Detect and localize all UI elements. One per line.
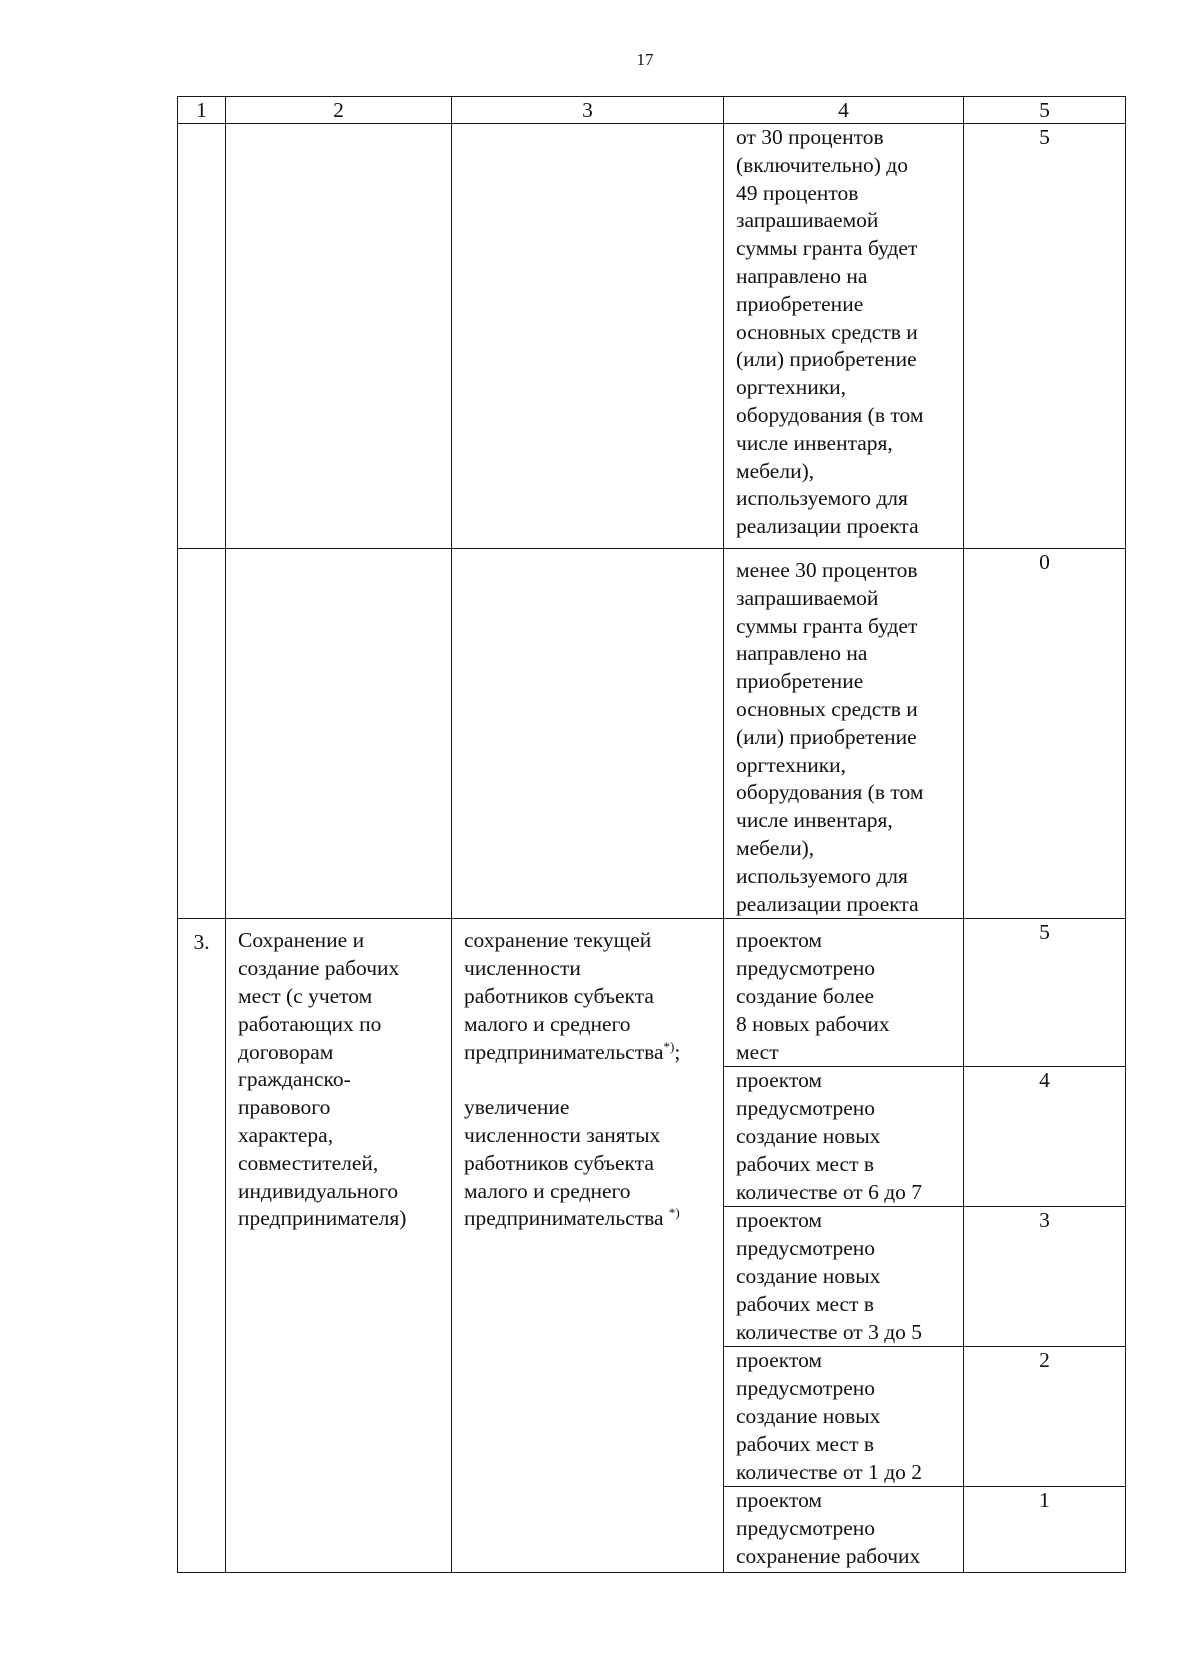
footnote-mark: *) bbox=[668, 1205, 680, 1221]
cell-score: 0 bbox=[964, 549, 1126, 919]
header-row bbox=[178, 97, 1126, 124]
cell-criterion-empty bbox=[226, 124, 452, 549]
footnote-mark: *) bbox=[663, 1038, 675, 1054]
cell-indicator-empty bbox=[452, 124, 724, 549]
cell-criterion-value: от 30 процентов (включительно) до 49 процентов запрашиваемой суммы гранта будет направлено на приобретение основных средств и (или) приобретение оргтехники, оборудования (в том числе инвентаря, мебели), используемого для реализации проекта bbox=[724, 124, 964, 549]
cell-score: 1 bbox=[964, 1487, 1126, 1573]
cell-criterion-value: менее 30 процентов запрашиваемой суммы гранта будет направлено на приобретение основных средств и (или) приобретение оргтехники, оборудования (в том числе инвентаря, мебели), используемого для реализации проекта bbox=[724, 549, 964, 919]
cell-option: проектом предусмотрено создание более 8 новых рабочих мест bbox=[724, 919, 964, 1067]
cell-number-empty bbox=[178, 549, 226, 919]
cell-indicators: сохранение текущей численности работников субъекта малого и среднего предпринимательства*); увеличение численности занятых работников субъекта малого и среднего предпринимательства *) bbox=[452, 919, 724, 1573]
page-number: 17 bbox=[636, 50, 654, 69]
cell-score: 5 bbox=[964, 919, 1126, 1067]
column-header-1: 1 bbox=[178, 97, 226, 124]
cell-option: проектом предусмотрено создание новых рабочих мест в количестве от 1 до 2 bbox=[724, 1347, 964, 1487]
cell-indicator-empty bbox=[452, 549, 724, 919]
cell-score: 3 bbox=[964, 1207, 1126, 1347]
column-header-4: 4 bbox=[724, 97, 964, 124]
table-row-b bbox=[178, 549, 1126, 919]
cell-section-number: 3. bbox=[178, 919, 226, 1573]
cell-criterion: Сохранение и создание рабочих мест (с учетом работающих по договорам гражданско- правового характера, совместителей, индивидуального предпринимателя) bbox=[226, 919, 452, 1573]
cell-option: проектом предусмотрено сохранение рабочих bbox=[724, 1487, 964, 1573]
cell-option: проектом предусмотрено создание новых рабочих мест в количестве от 3 до 5 bbox=[724, 1207, 964, 1347]
cell-score: 2 bbox=[964, 1347, 1126, 1487]
criteria-table bbox=[177, 96, 1126, 1573]
column-header-3: 3 bbox=[452, 97, 724, 124]
column-header-2: 2 bbox=[226, 97, 452, 124]
cell-number-empty bbox=[178, 124, 226, 549]
cell-criterion-empty bbox=[226, 549, 452, 919]
column-header-5: 5 bbox=[964, 97, 1126, 124]
table-row-a bbox=[178, 124, 1126, 549]
table-header bbox=[178, 97, 1126, 124]
table-row-section3-option1 bbox=[178, 919, 1126, 1067]
cell-score: 5 bbox=[964, 124, 1126, 549]
cell-score: 4 bbox=[964, 1067, 1126, 1207]
cell-option: проектом предусмотрено создание новых рабочих мест в количестве от 6 до 7 bbox=[724, 1067, 964, 1207]
